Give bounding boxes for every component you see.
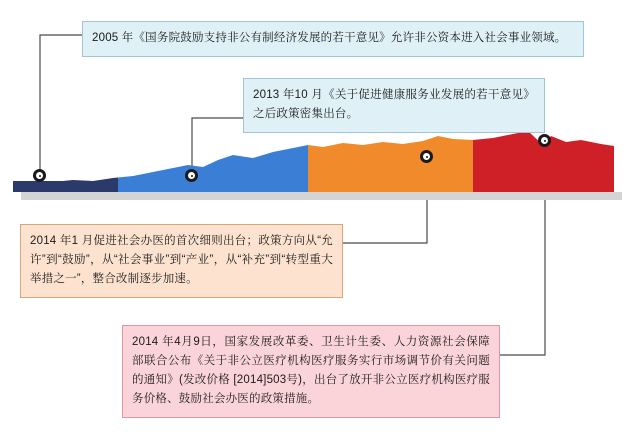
timeline-marker-2013[interactable] [185,169,198,182]
area-chart [13,131,614,184]
callout-2013: 2013 年10 月《关于促进健康服务业发展的若干意见》之后政策密集出台。 [243,78,545,133]
timeline-marker-2014-jan[interactable] [420,150,433,163]
timeline-marker-2014-apr[interactable] [538,134,551,147]
timeline-base-bar [13,181,622,200]
callout-2014-january: 2014 年1 月促进社会办医的首次细则出台；政策方向从“允许”到“鼓励”，从“社会事业”到“产业”，从“补充”到“转型重大举措之一”，整合改制逐步加速。 [20,224,343,298]
timeline-marker-2005[interactable] [33,169,46,182]
callout-2014-april: 2014 年4月9日，国家发展改革委、卫生计生委、人力资源社会保障部联合公布《关于非公立医疗机构医疗服务实行市场调节价有关问题的通知》(发改价格 [2014]503号)，出台了放开非公立医疗机构医疗服务价格、鼓励社会办医的政策措施。 [122,325,500,418]
callout-2005: 2005 年《国务院鼓励支持非公有制经济发展的若干意见》允许非公资本进入社会事业领域。 [82,21,584,57]
leader-2005 [40,35,82,175]
base-bar-shadow [21,192,622,200]
